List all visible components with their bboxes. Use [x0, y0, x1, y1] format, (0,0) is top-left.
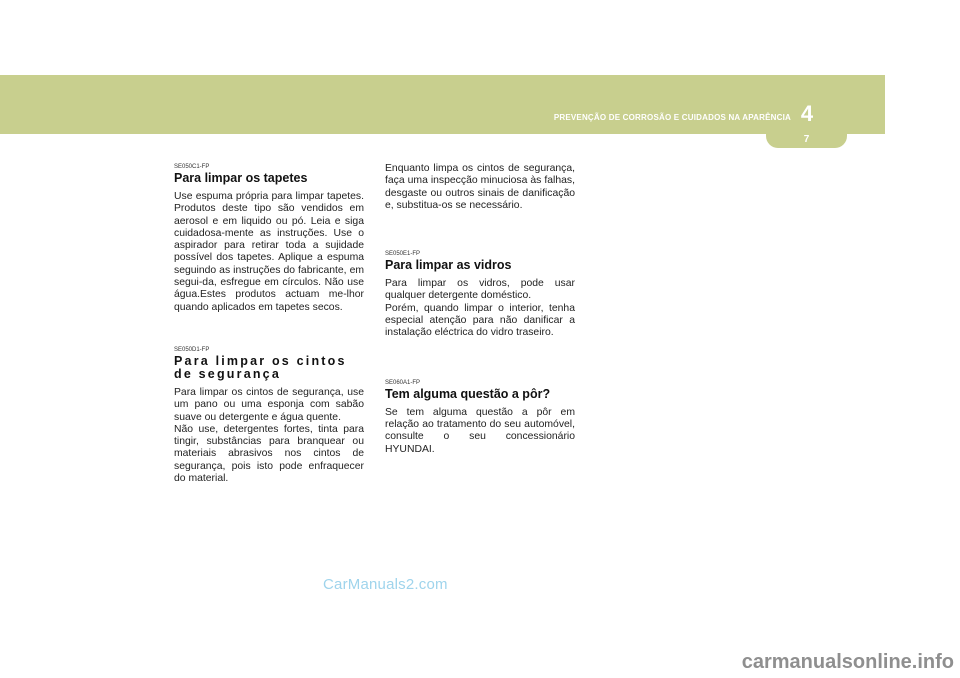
right-column — [385, 163, 575, 456]
paragraph: Para limpar os cintos de segurança, use um pano ou uma esponja com sabão suave ou detergente e água quente. — [174, 386, 364, 423]
page-number: 7 — [803, 134, 810, 145]
section-tapetes — [174, 164, 364, 314]
header-band — [0, 75, 885, 134]
paragraph: Não use, detergentes fortes, tinta para tingir, substâncias para branquear ou materiais abrasivos nos cintos de segurança, pois isto pode enfraquecer do material. — [174, 423, 364, 485]
section-body — [174, 387, 364, 485]
chapter-title: PREVENÇÃO DE CORROSÃO E CUIDADOS NA APARÊNCIA — [553, 113, 791, 122]
paragraph: Porém, quando limpar o interior, tenha especial atenção para não danificar a instalação eléctrica do vidro traseiro. — [385, 302, 575, 339]
section-code: SE050E1-FP — [385, 251, 421, 258]
section-heading: Para limpar os tapetes — [174, 171, 308, 185]
section-body: Se tem alguma questão a pôr em relação ao tratamento do seu automóvel, consulte o seu concessionário HYUNDAI. — [385, 406, 575, 455]
section-vidros — [385, 251, 575, 339]
section-questao — [385, 380, 575, 456]
section-heading: Tem alguma questão a pôr? — [385, 386, 551, 401]
section-body: Enquanto limpa os cintos de segurança, faça uma inspecção minuciosa às falhas, desgaste ou outros sinais de danificação e, substitua-os se necessário. — [385, 163, 575, 211]
watermark-carmanuals: CarManuals2.com — [323, 576, 448, 593]
paragraph: Para limpar os vidros, pode usar qualquer detergente doméstico. — [385, 278, 575, 302]
section-cintos — [174, 347, 364, 485]
left-column — [174, 164, 364, 485]
section-code: SE060A1-FP — [385, 379, 421, 386]
section-code: SE050D1-FP — [174, 346, 210, 353]
page-tab — [766, 134, 847, 148]
section-code: SE050C1-FP — [174, 164, 210, 170]
watermark-carmanualsonline: carmanualsonline.info — [741, 651, 954, 673]
chapter-number: 4 — [800, 101, 814, 126]
section-heading: Para limpar as vidros — [385, 258, 512, 273]
section-body — [385, 278, 575, 339]
section-heading: Para limpar os cintos de segurança — [174, 353, 347, 381]
section-body: Use espuma própria para limpar tapetes. Produtos deste tipo são vendidos em aerosol e em liquido ou pó. Leia e siga cuidadosa-mente as instruções. Use o aspirador para retirar toda a sujidade possível dos tapetes. Aplique a espuma seguindo as instruções do fabricante, em segui-da, esfregue em círculos. Não use água.Estes produtos actuam me-lhor quando aplicados em tapetes secos. — [174, 191, 364, 313]
section-cintos-continued — [385, 163, 575, 212]
